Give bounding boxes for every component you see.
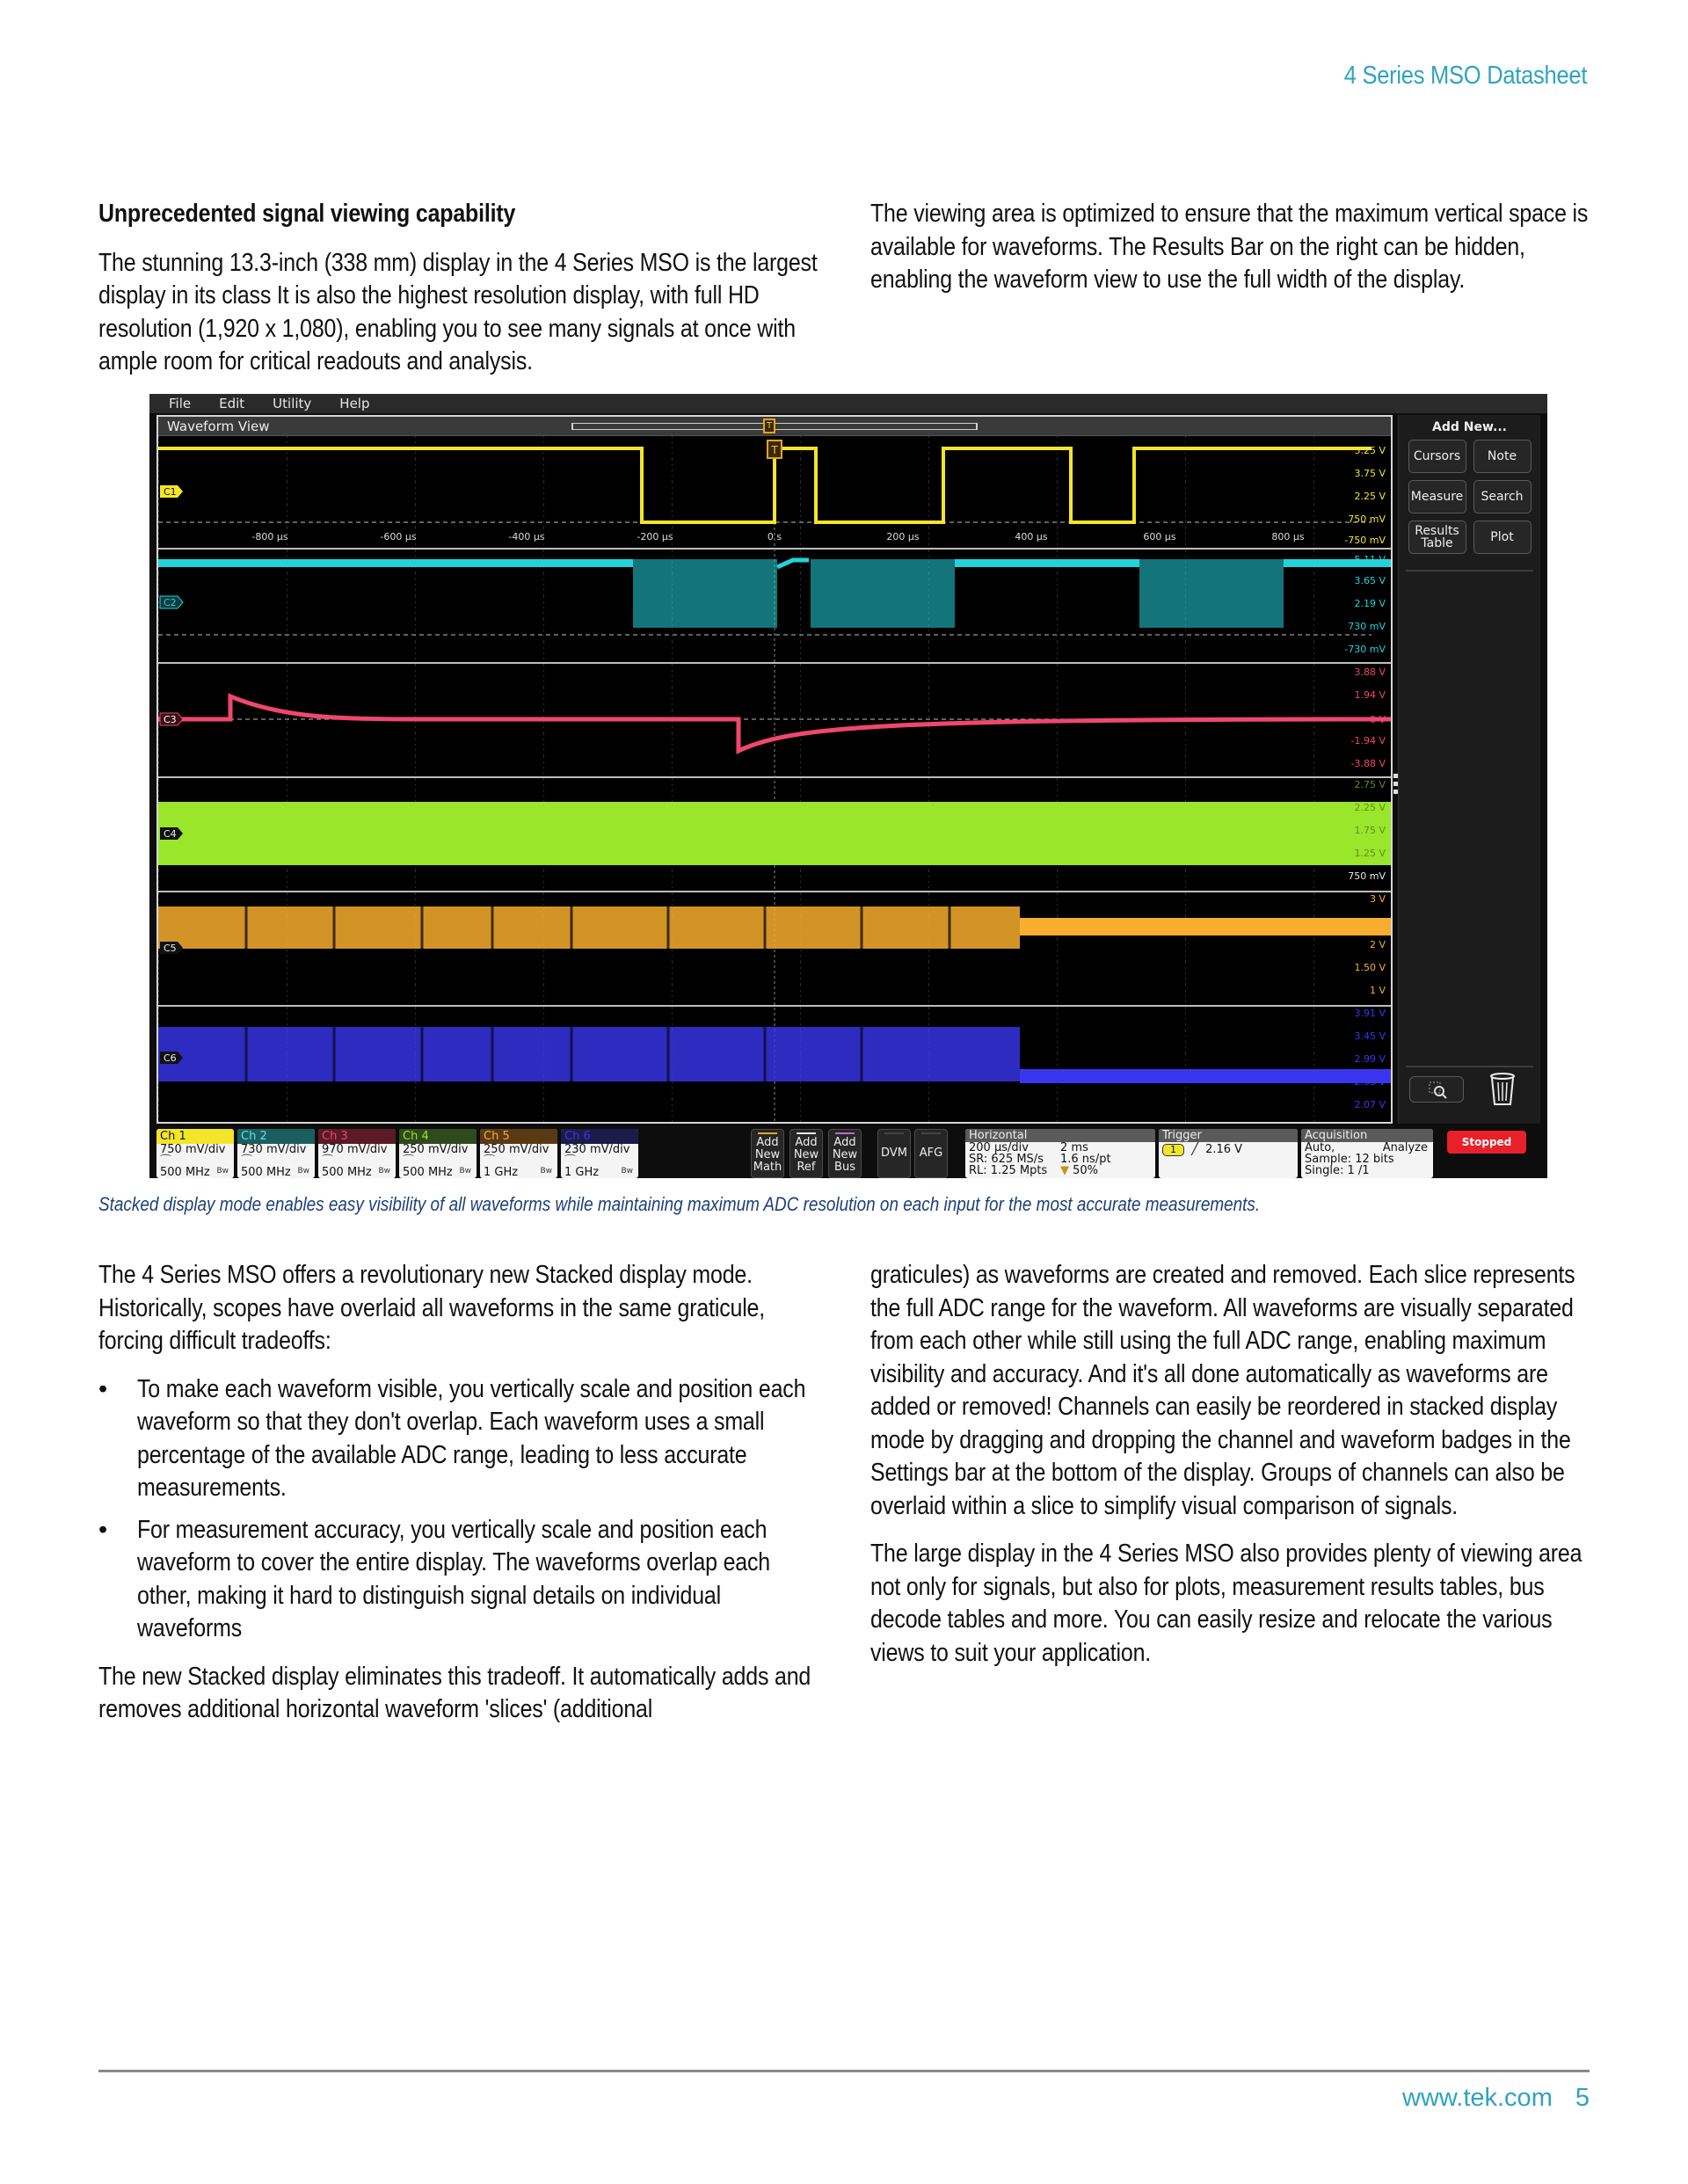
svg-text:5.25 V: 5.25 V [1354,445,1386,456]
dvm-button[interactable] [877,1129,911,1178]
svg-text:2.07 V: 2.07 V [1354,1099,1386,1110]
measure-button[interactable]: Measure [1408,480,1466,513]
add-new-bus-label: Add New Bus [832,1136,858,1174]
vertical-scale: 230 mV/div [564,1143,630,1156]
bandwidth: 500 MHz [322,1166,372,1178]
svg-text:2.99 V: 2.99 V [1354,1053,1386,1065]
acquisition-single: Single: 1 /1 [1305,1164,1370,1177]
channel-badge-label: Ch 5 [480,1129,557,1144]
svg-text:C6: C6 [164,1052,177,1064]
svg-text:750 mV: 750 mV [1348,870,1386,882]
channel-badge-label: Ch 1 [156,1129,234,1144]
zoom-button[interactable] [1409,1076,1464,1103]
waveform-view[interactable] [156,415,1393,1124]
svg-text:1.50 V: 1.50 V [1354,962,1386,973]
vertical-scale: 730 mV/div [241,1143,307,1156]
svg-text:C4: C4 [164,828,177,840]
settings-bar [156,1129,1546,1178]
svg-text:1.94 V: 1.94 V [1354,689,1386,701]
bandwidth-limit-icon: Bw [378,1167,390,1176]
horizontal-duration: 2 ms [1060,1141,1088,1154]
footer-rule [98,2070,1590,2072]
svg-text:-730 mV: -730 mV [1344,644,1386,655]
footer [1402,2084,1590,2113]
bullet-icon: • [98,1374,107,1403]
results-bar-divider [1406,1066,1533,1067]
channel-badge-label: Ch 6 [561,1129,638,1144]
trigger-badge[interactable] [1159,1129,1298,1178]
bandwidth-limit-icon: Bw [216,1167,229,1176]
add-new-bus-button[interactable] [828,1129,862,1178]
svg-text:600 µs: 600 µs [1143,531,1176,542]
intro-left-paragraph: The stunning 13.3-inch (338 mm) display in the 4 Series MSO is the largest display in its class It is also the highest resolution display, with full HD resolution (1,920 x 1,080), enabling you to see many signals at once with ample room for critical readouts and analysis. [98,248,818,375]
results-bar [1398,415,1540,1124]
channel-badge-label: Ch 3 [318,1129,396,1144]
trigger-marker-plot [768,440,782,458]
intro-right-column [870,198,1591,312]
results-bar-divider [1406,570,1533,571]
svg-text:0 s: 0 s [767,531,782,542]
cursors-button[interactable]: Cursors [1408,440,1466,473]
bandwidth: 1 GHz [484,1166,519,1178]
trigger-position: 50% [1073,1164,1099,1177]
add-new-math-label: Add New Math [753,1136,782,1174]
svg-text:2.75 V: 2.75 V [1354,779,1386,790]
body-right-column [870,1259,1591,1685]
menu-edit[interactable]: Edit [219,396,245,411]
run-stop-status-button[interactable]: Stopped [1447,1131,1526,1154]
probe-icon: ⌒ [564,1154,577,1168]
menu-utility[interactable]: Utility [273,396,312,411]
svg-text:C2: C2 [164,597,177,608]
vertical-scale: 970 mV/div [322,1143,388,1156]
trigger-source: 1 [1162,1144,1184,1156]
svg-text:3.75 V: 3.75 V [1354,468,1386,479]
vertical-scale: 250 mV/div [484,1143,549,1156]
search-button[interactable]: Search [1473,480,1532,513]
svg-text:800 µs: 800 µs [1271,531,1305,542]
svg-text:1.75 V: 1.75 V [1354,825,1386,836]
waveform-view-titlebar [158,417,1391,436]
afg-button[interactable] [914,1129,948,1178]
intro-right-paragraph: The viewing area is optimized to ensure that the maximum vertical space is available for waveforms. The Results Bar on the right can be hidden, enabling the waveform view to use the full width of the display. [870,200,1589,294]
plot-button[interactable]: Plot [1473,521,1532,554]
waveform-view-title: Waveform View [167,419,270,434]
svg-text:1 V: 1 V [1369,985,1386,996]
add-new-ref-button[interactable] [789,1129,823,1178]
svg-text:3.91 V: 3.91 V [1354,1008,1386,1019]
footer-url-link[interactable]: www.tek.com [1402,2084,1553,2112]
time-per-point: 1.6 ns/pt [1060,1153,1111,1166]
probe-icon: ⌒ [322,1154,334,1168]
results-table-button[interactable]: Results Table [1408,521,1466,554]
channel-badge-ch2[interactable] [237,1129,315,1178]
waveform-plot [158,436,1391,1122]
probe-icon: ⌒ [484,1154,496,1168]
trigger-position-marker[interactable]: T [763,419,775,433]
svg-text:-200 µs: -200 µs [637,531,673,542]
zoom-magnifier-icon [1410,1077,1463,1102]
body-right-continuation: graticules) as waveforms are created and removed. Each slice represents the full ADC range for the waveform. All waveforms are visually separated from each other while still using the full ADC range, enabling maximum visibility and accuracy. And it's all done automatically as waveforms are added or removed! Channels can easily be reordered in stacked display mode by dragging and dropping the channel and waveform badges in the Settings bar at the bottom of the display. Groups of channels can also be overlaid within a slice to simplify visual comparison of signals. [870,1261,1575,1520]
list-item-text: For measurement accuracy, you vertically scale and position each waveform to cover the entire display. The waveforms overlap each other, making it hard to distinguish signal details on individual waveforms [137,1515,770,1642]
oscilloscope-screenshot [149,394,1547,1178]
trigger-level: 2.16 V [1205,1143,1243,1156]
svg-text:3.88 V: 3.88 V [1354,666,1386,678]
bandwidth: 1 GHz [564,1166,600,1178]
dvm-label: DVM [881,1147,907,1160]
bandwidth-limit-icon: Bw [621,1167,633,1176]
channel-badge-ch1[interactable] [156,1129,234,1178]
svg-text:-1.94 V: -1.94 V [1350,735,1386,746]
channel-badge-label: Ch 4 [399,1129,477,1144]
svg-text:3.45 V: 3.45 V [1354,1030,1386,1042]
svg-text:C5: C5 [164,943,177,954]
horizontal-badge[interactable] [965,1129,1155,1178]
figure-caption: Stacked display mode enables easy visibility of all waveforms while maintaining maximum ADC resolution on each input for the most accurate measurements. [98,1193,1261,1215]
horizontal-title: Horizontal [965,1129,1155,1142]
acquisition-mode: Auto, [1305,1141,1335,1154]
note-button[interactable]: Note [1473,440,1532,473]
trash-icon[interactable] [1485,1071,1520,1108]
add-new-ref-label: Add New Ref [793,1136,819,1174]
menu-bar [149,394,1547,413]
bandwidth: 500 MHz [160,1166,210,1178]
channel-badge-ch6[interactable] [561,1129,638,1178]
acquisition-analyze: Analyze [1382,1141,1428,1154]
svg-text:3.65 V: 3.65 V [1354,575,1386,586]
page-number: 5 [1575,2084,1590,2112]
svg-text:3 V: 3 V [1369,893,1386,905]
svg-text:2.25 V: 2.25 V [1354,491,1386,502]
trigger-title: Trigger [1159,1129,1298,1142]
tradeoff-list [98,1373,819,1646]
time-tick: -800 µs [251,531,288,542]
svg-text:5.11 V: 5.11 V [1354,554,1386,565]
channel-badge-ch4[interactable] [399,1129,477,1178]
list-item-text: To make each waveform visible, you vertically scale and position each waveform so that they don't overlap. Each waveform uses a small percentage of the available ADC range, leading to less accurate measurements. [137,1374,806,1502]
trigger-position-icon: ▼ [1060,1164,1073,1177]
svg-text:1.25 V: 1.25 V [1354,848,1386,859]
running-title: 4 Series MSO Datasheet [1343,62,1587,90]
svg-text:T: T [771,444,778,456]
bandwidth-limit-icon: Bw [459,1167,471,1176]
svg-text:-750 mV: -750 mV [1344,535,1386,546]
bandwidth-limit-icon: Bw [297,1167,309,1176]
svg-text:C1: C1 [164,486,177,498]
channel-badge-c2 [160,596,183,608]
svg-text:2.53 V: 2.53 V [1354,1076,1386,1088]
bandwidth: 500 MHz [403,1166,453,1178]
bullet-icon: • [98,1515,107,1544]
horizontal-scale: 200 µs/div [969,1141,1029,1154]
bandwidth-limit-icon: Bw [540,1167,552,1176]
svg-text:0 V: 0 V [1369,714,1386,725]
svg-text:730 mV: 730 mV [1348,621,1386,632]
svg-text:2.25 V: 2.25 V [1354,802,1386,813]
add-new-math-button[interactable] [751,1129,784,1178]
svg-text:2 V: 2 V [1369,939,1386,950]
svg-text:750 mV: 750 mV [1348,513,1386,525]
channel-badge-label: Ch 2 [237,1129,315,1144]
probe-icon: ⌒ [403,1154,415,1168]
sample-rate: SR: 625 MS/s [969,1153,1044,1166]
channel-badge-c3 [160,713,183,725]
svg-text:400 µs: 400 µs [1015,531,1048,542]
svg-text:200 µs: 200 µs [886,531,920,542]
body-left-column [98,1259,819,1742]
svg-text:-400 µs: -400 µs [508,531,545,542]
afg-label: AFG [919,1147,943,1160]
svg-text:C3: C3 [164,714,177,725]
list-item [98,1373,819,1505]
body-left-closing: The new Stacked display eliminates this tradeoff. It automatically adds and removes additional horizontal waveform 'slices' (additional [98,1662,811,1723]
svg-text:-600 µs: -600 µs [380,531,417,542]
acquisition-sample: Sample: 12 bits [1305,1153,1394,1166]
svg-text:-3.88 V: -3.88 V [1350,758,1386,769]
svg-text:2.19 V: 2.19 V [1354,598,1386,609]
rising-edge-icon: ╱ [1191,1143,1198,1156]
list-item [98,1514,819,1646]
section-heading: Unprecedented signal viewing capability [98,200,516,228]
bandwidth: 500 MHz [241,1166,291,1178]
menu-help[interactable]: Help [339,396,370,411]
acquisition-badge[interactable] [1301,1129,1433,1178]
add-new-title: Add New... [1432,420,1507,434]
acquisition-title: Acquisition [1301,1129,1433,1142]
vertical-scale: 750 mV/div [160,1143,226,1156]
channel-badge-ch5[interactable] [480,1129,557,1178]
probe-icon: ⌒ [241,1154,253,1168]
record-length: RL: 1.25 Mpts [969,1164,1048,1177]
svg-text:2.50 V: 2.50 V [1354,916,1386,928]
probe-icon: ⌒ [160,1154,172,1168]
channel-badge-ch3[interactable] [318,1129,396,1178]
menu-file[interactable]: File [169,396,192,411]
results-bar-drag-handle-icon[interactable] [1393,774,1399,795]
body-right-second: The large display in the 4 Series MSO also provides plenty of viewing area not only for signals, but also for plots, measurement results tables, bus decode tables and more. You can easily resize and relocate the various views to suit your application. [870,1540,1582,1667]
vertical-scale: 250 mV/div [403,1143,469,1156]
intro-left-column [98,198,819,394]
body-left-intro: The 4 Series MSO offers a revolutionary new Stacked display mode. Historically, scopes have overlaid all waveforms in the same graticule, forcing difficult tradeoffs: [98,1261,766,1355]
